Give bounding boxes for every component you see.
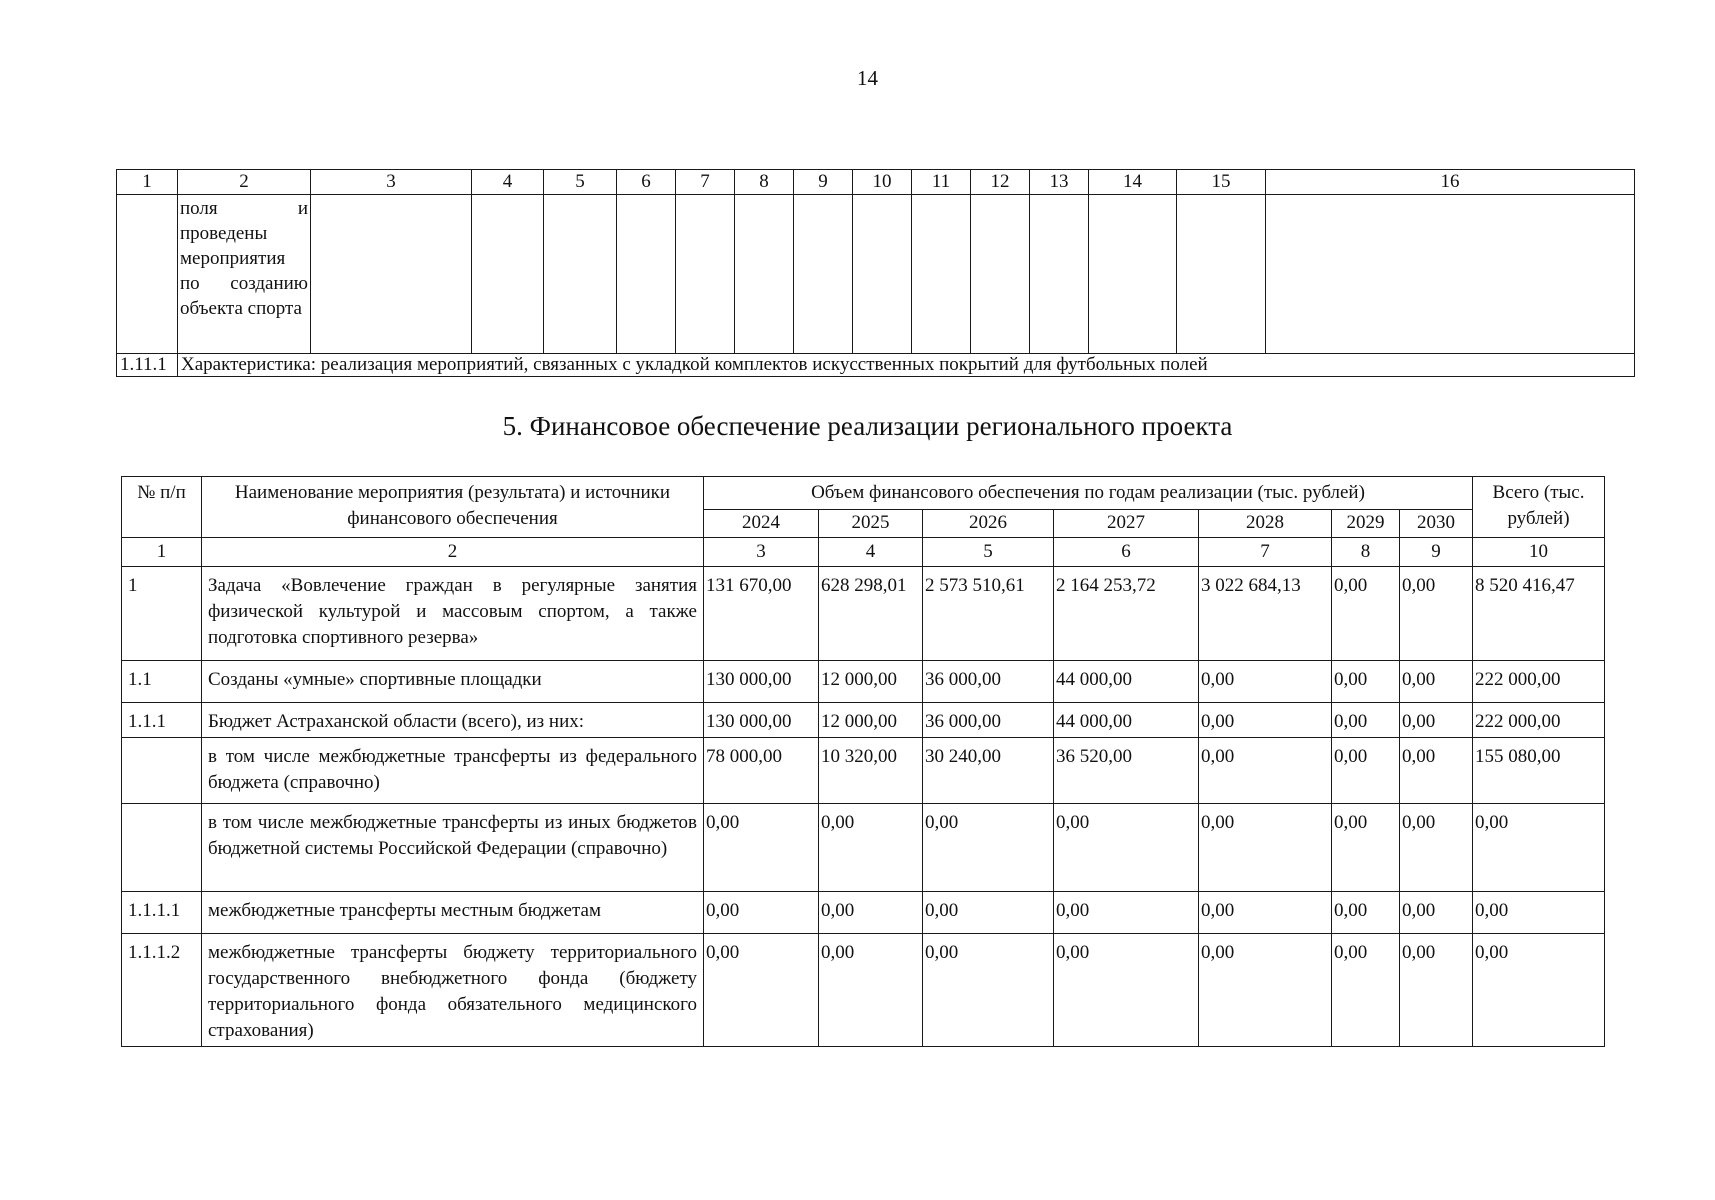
characteristic-row [117, 354, 1635, 377]
value-cell: 0,00 [1199, 804, 1332, 892]
value-cell: 0,00 [819, 892, 923, 934]
year-cell: 2025 [819, 510, 923, 538]
value-cell: 0,00 [923, 804, 1054, 892]
column-number: 9 [1400, 538, 1473, 567]
value-cell: 36 000,00 [923, 703, 1054, 738]
row-name: в том числе межбюджетные трансферты из федерального бюджета (справочно) [202, 738, 704, 804]
value-cell: 12 000,00 [819, 703, 923, 738]
value-cell: 44 000,00 [1054, 661, 1199, 703]
table-row [122, 892, 1605, 934]
year-cell: 2028 [1199, 510, 1332, 538]
row-number: 1.1.1 [122, 703, 202, 738]
total-cell: 222 000,00 [1473, 703, 1605, 738]
year-cell: 2030 [1400, 510, 1473, 538]
row-name: Задача «Вовлечение граждан в регулярные занятия физической культурой и массовым спортом, а также подготовка спортивного резерва» [202, 567, 704, 661]
total-cell: 155 080,00 [1473, 738, 1605, 804]
value-cell: 0,00 [1054, 804, 1199, 892]
value-cell: 130 000,00 [704, 661, 819, 703]
value-cell: 130 000,00 [704, 703, 819, 738]
value-cell: 0,00 [704, 934, 819, 1047]
value-cell: 0,00 [1332, 892, 1400, 934]
value-cell: 2 164 253,72 [1054, 567, 1199, 661]
value-cell: 0,00 [1332, 738, 1400, 804]
row-name: Бюджет Астраханской области (всего), из них: [202, 703, 704, 738]
value-cell: 0,00 [704, 804, 819, 892]
column-number: 12 [971, 170, 1030, 195]
table-row [122, 703, 1605, 738]
value-cell: 0,00 [819, 934, 923, 1047]
column-number: 10 [1473, 538, 1605, 567]
row-name: межбюджетные трансферты бюджету территориального государственного внебюджетного фонда (бюджету территориального фонда обязательного медицинского страхования) [202, 934, 704, 1047]
row-number: 1 [122, 567, 202, 661]
value-cell: 0,00 [1332, 804, 1400, 892]
value-cell: 3 022 684,13 [1199, 567, 1332, 661]
table-row [122, 661, 1605, 703]
value-cell: 0,00 [1400, 934, 1473, 1047]
column-number: 15 [1177, 170, 1266, 195]
year-cell: 2027 [1054, 510, 1199, 538]
row-number: 1.1.1.1 [122, 892, 202, 934]
header-num: № п/п [122, 477, 202, 538]
value-cell: 12 000,00 [819, 661, 923, 703]
year-cell: 2024 [704, 510, 819, 538]
characteristic-text: Характеристика: реализация мероприятий, связанных с укладкой комплектов искусственных покрытий для футбольных полей [178, 354, 1635, 377]
total-cell: 0,00 [1473, 934, 1605, 1047]
row-number [122, 804, 202, 892]
column-number: 4 [472, 170, 544, 195]
row-number: 1.1.1.2 [122, 934, 202, 1047]
row-number: 1.1 [122, 661, 202, 703]
value-cell: 0,00 [1332, 661, 1400, 703]
total-cell: 8 520 416,47 [1473, 567, 1605, 661]
column-number-row [117, 170, 1635, 195]
column-number: 8 [1332, 538, 1400, 567]
column-number: 7 [1199, 538, 1332, 567]
column-number: 5 [544, 170, 617, 195]
column-number: 3 [311, 170, 472, 195]
row-number [122, 738, 202, 804]
value-cell: 131 670,00 [704, 567, 819, 661]
column-number-row [122, 538, 1605, 567]
year-cell: 2026 [923, 510, 1054, 538]
table-row [122, 804, 1605, 892]
row-name: межбюджетные трансферты местным бюджетам [202, 892, 704, 934]
total-cell: 0,00 [1473, 892, 1605, 934]
column-number: 10 [853, 170, 912, 195]
value-cell: 44 000,00 [1054, 703, 1199, 738]
value-cell: 0,00 [1199, 703, 1332, 738]
value-cell: 30 240,00 [923, 738, 1054, 804]
header-total: Всего (тыс. рублей) [1473, 477, 1605, 538]
total-cell: 222 000,00 [1473, 661, 1605, 703]
header-volume: Объем финансового обеспечения по годам реализации (тыс. рублей) [704, 477, 1473, 510]
value-cell: 0,00 [1332, 703, 1400, 738]
row-name: в том числе межбюджетные трансферты из иных бюджетов бюджетной системы Российской Федерации (справочно) [202, 804, 704, 892]
column-number: 13 [1030, 170, 1089, 195]
value-cell: 0,00 [1400, 661, 1473, 703]
page-number: 14 [857, 66, 878, 90]
value-cell: 36 000,00 [923, 661, 1054, 703]
value-cell: 10 320,00 [819, 738, 923, 804]
continuation-text: поля и проведены мероприятия по созданию объекта спорта [178, 195, 311, 354]
value-cell: 36 520,00 [1054, 738, 1199, 804]
column-number: 6 [1054, 538, 1199, 567]
value-cell: 0,00 [1400, 567, 1473, 661]
column-number: 7 [676, 170, 735, 195]
year-cell: 2029 [1332, 510, 1400, 538]
value-cell: 78 000,00 [704, 738, 819, 804]
column-number: 6 [617, 170, 676, 195]
header-name: Наименование мероприятия (результата) и источники финансового обеспечения [202, 477, 704, 538]
value-cell: 0,00 [819, 804, 923, 892]
value-cell: 0,00 [1400, 738, 1473, 804]
finance-table [121, 476, 1605, 1047]
value-cell: 0,00 [1400, 703, 1473, 738]
characteristic-number: 1.11.1 [117, 354, 178, 377]
value-cell: 0,00 [1400, 892, 1473, 934]
column-number: 1 [117, 170, 178, 195]
value-cell: 0,00 [1332, 934, 1400, 1047]
column-number: 2 [202, 538, 704, 567]
column-number: 9 [794, 170, 853, 195]
column-number: 2 [178, 170, 311, 195]
value-cell: 628 298,01 [819, 567, 923, 661]
value-cell: 2 573 510,61 [923, 567, 1054, 661]
value-cell: 0,00 [1400, 804, 1473, 892]
column-number: 3 [704, 538, 819, 567]
finance-header-row [122, 477, 1605, 510]
section-title: 5. Финансовое обеспечение реализации регионального проекта [502, 411, 1233, 441]
column-number: 5 [923, 538, 1054, 567]
column-number: 11 [912, 170, 971, 195]
column-number: 8 [735, 170, 794, 195]
row-name: Созданы «умные» спортивные площадки [202, 661, 704, 703]
table-row [122, 738, 1605, 804]
value-cell: 0,00 [1199, 738, 1332, 804]
column-number: 1 [122, 538, 202, 567]
value-cell: 0,00 [1199, 661, 1332, 703]
value-cell: 0,00 [1054, 934, 1199, 1047]
value-cell: 0,00 [704, 892, 819, 934]
continuation-row [117, 195, 1635, 354]
value-cell: 0,00 [923, 934, 1054, 1047]
value-cell: 0,00 [923, 892, 1054, 934]
continuation-table [116, 169, 1635, 377]
value-cell: 0,00 [1332, 567, 1400, 661]
column-number: 16 [1266, 170, 1635, 195]
value-cell: 0,00 [1199, 934, 1332, 1047]
value-cell: 0,00 [1199, 892, 1332, 934]
table-row [122, 567, 1605, 661]
table-row [122, 934, 1605, 1047]
column-number: 4 [819, 538, 923, 567]
value-cell: 0,00 [1054, 892, 1199, 934]
column-number: 14 [1089, 170, 1177, 195]
total-cell: 0,00 [1473, 804, 1605, 892]
